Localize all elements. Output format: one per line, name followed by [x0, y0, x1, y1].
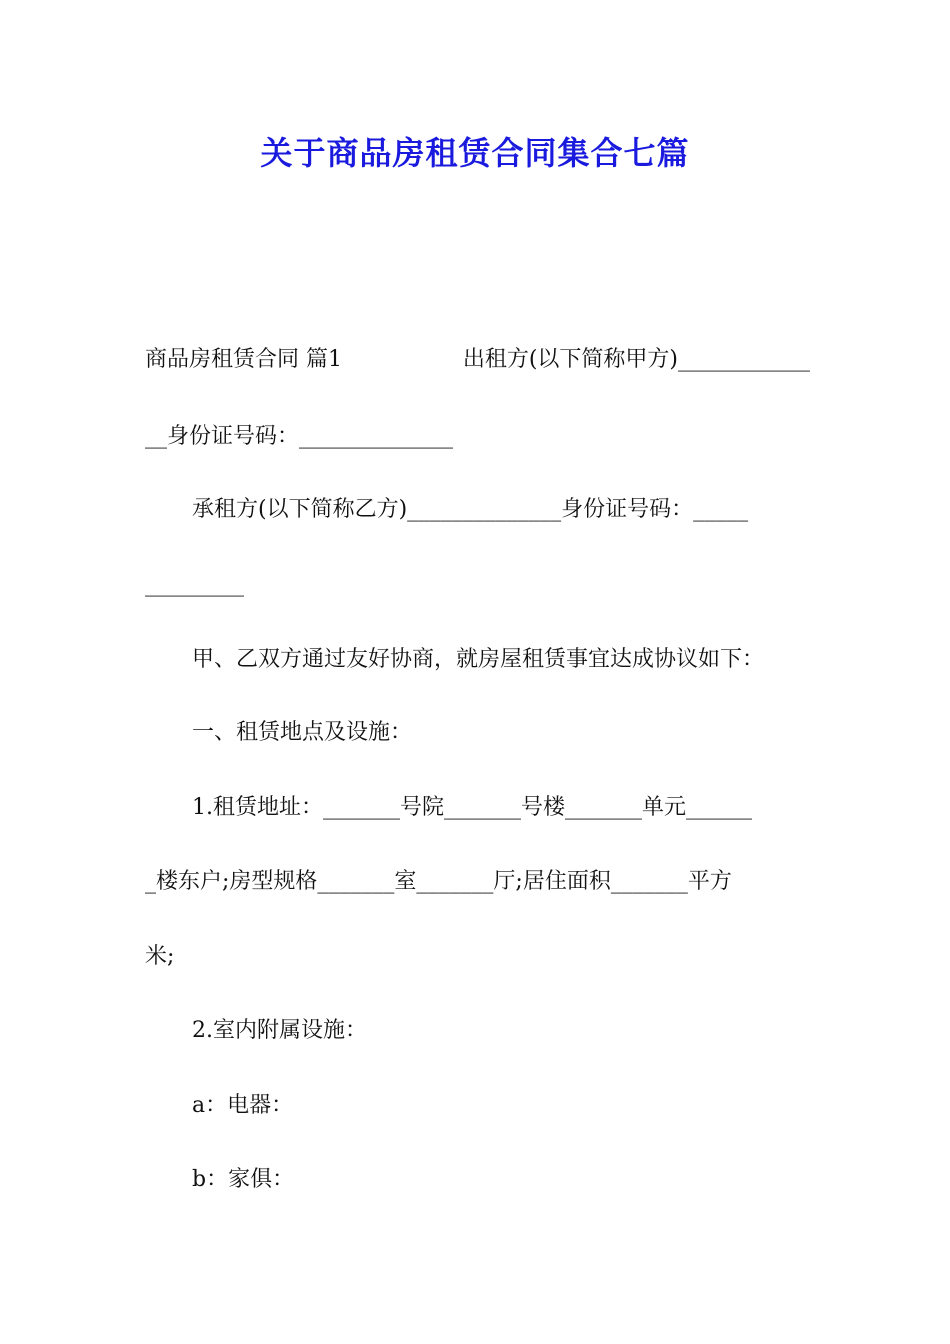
- paragraph-line-3: 承租方(以下简称乙方)______________身份证号码：_____: [192, 497, 749, 522]
- paragraph-line-5: 甲、乙双方通过友好协商，就房屋租赁事宜达成协议如下：: [192, 647, 765, 672]
- paragraph-line-12: b：家俱：: [192, 1167, 295, 1192]
- paragraph-line-2: __身份证号码：______________: [145, 424, 454, 449]
- paragraph-line-1: [145, 345, 810, 375]
- document-title: 关于商品房租赁合同集合七篇: [260, 134, 690, 172]
- paragraph-line-8: _楼东户;房型规格_______室_______厅;居住面积_______平方: [145, 869, 732, 894]
- section-heading: 商品房租赁合同 篇1: [145, 347, 342, 372]
- paragraph-line-10: 2.室内附属设施：: [192, 1018, 367, 1043]
- paragraph-line-9: 米;: [145, 944, 175, 969]
- paragraph-line-11: a：电器：: [192, 1093, 294, 1118]
- paragraph-line-7: 1.租赁地址：_______号院_______号楼_______单元______: [192, 795, 752, 820]
- paragraph-line-6: 一、租赁地点及设施：: [192, 720, 413, 745]
- lessor-field: 出租方(以下简称甲方)____________: [462, 347, 810, 372]
- paragraph-line-4: _________: [145, 572, 244, 597]
